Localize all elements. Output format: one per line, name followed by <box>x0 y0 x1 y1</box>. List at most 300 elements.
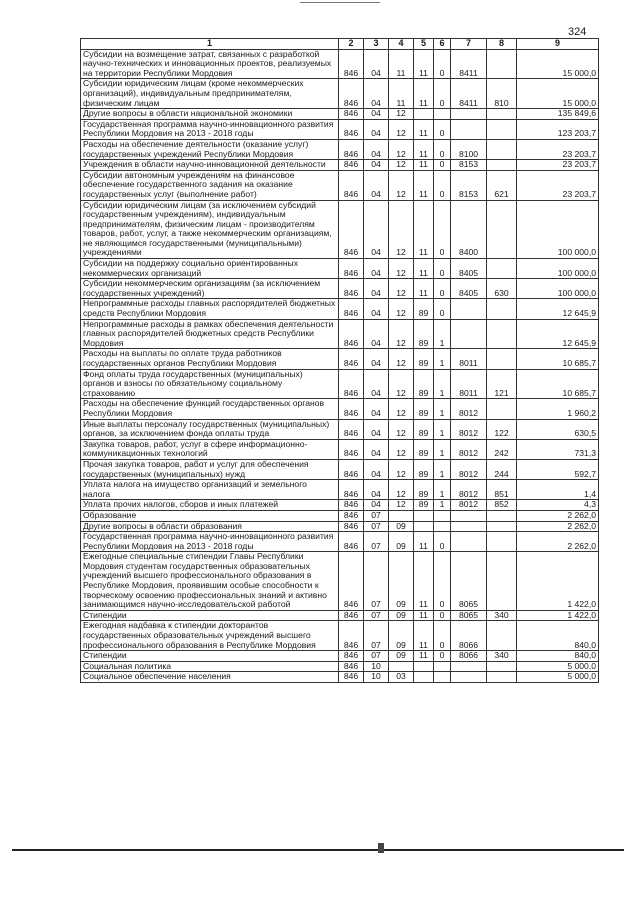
vr-code-cell <box>487 299 517 319</box>
pr-code-cell: 12 <box>389 459 414 479</box>
cs-program-cell: 11 <box>414 200 434 259</box>
column-header: 5 <box>414 39 434 50</box>
pr-code-cell: 12 <box>389 109 414 120</box>
rz-code-cell: 04 <box>364 439 389 459</box>
column-header: 1 <box>81 39 339 50</box>
gr-code-cell: 846 <box>339 259 364 279</box>
column-header: 9 <box>517 39 599 50</box>
cs-article-cell: 8066 <box>451 651 487 662</box>
expense-name-cell: Другие вопросы в области национальной экономики <box>81 109 339 120</box>
cs-subprogram-cell: 0 <box>434 139 451 159</box>
vr-code-cell <box>487 200 517 259</box>
expense-name-cell: Непрограммные расходы главных распорядителей бюджетных средств Республики Мордовия <box>81 299 339 319</box>
amount-cell: 592,7 <box>517 459 599 479</box>
gr-code-cell: 846 <box>339 279 364 299</box>
table-row <box>81 160 599 171</box>
vr-code-cell <box>487 672 517 683</box>
pr-code-cell: 12 <box>389 369 414 399</box>
expense-name-cell: Прочая закупка товаров, работ и услуг для обеспечения государственных (муниципальных) нужд <box>81 459 339 479</box>
page-number: 324 <box>568 26 587 38</box>
cs-article-cell <box>451 119 487 139</box>
bottom-rule <box>12 849 624 851</box>
table-row <box>81 139 599 159</box>
cs-article-cell <box>451 299 487 319</box>
gr-code-cell: 846 <box>339 459 364 479</box>
pr-code-cell: 12 <box>389 119 414 139</box>
cs-article-cell: 8011 <box>451 349 487 369</box>
rz-code-cell: 04 <box>364 459 389 479</box>
cs-program-cell <box>414 672 434 683</box>
cs-program-cell <box>414 661 434 672</box>
rz-code-cell: 04 <box>364 399 389 419</box>
cs-program-cell: 11 <box>414 532 434 552</box>
expense-name-cell: Субсидии автономным учреждениям на финансовое обеспечение государственного задания на оказание государственных услуг (выполнение работ) <box>81 170 339 200</box>
gr-code-cell: 846 <box>339 119 364 139</box>
rz-code-cell: 04 <box>364 319 389 349</box>
column-header: 4 <box>389 39 414 50</box>
gr-code-cell: 846 <box>339 139 364 159</box>
table-row <box>81 369 599 399</box>
column-header: 8 <box>487 39 517 50</box>
scan-artifact <box>378 843 384 853</box>
cs-article-cell: 8012 <box>451 399 487 419</box>
pr-code-cell: 12 <box>389 419 414 439</box>
expense-name-cell: Социальное обеспечение населения <box>81 672 339 683</box>
vr-code-cell <box>487 661 517 672</box>
cs-program-cell: 11 <box>414 259 434 279</box>
rz-code-cell: 07 <box>364 552 389 611</box>
vr-code-cell: 621 <box>487 170 517 200</box>
vr-code-cell <box>487 510 517 521</box>
cs-article-cell: 8012 <box>451 500 487 511</box>
cs-article-cell: 8065 <box>451 610 487 621</box>
cs-subprogram-cell: 1 <box>434 500 451 511</box>
cs-article-cell: 8011 <box>451 369 487 399</box>
table-row <box>81 170 599 200</box>
cs-subprogram-cell: 1 <box>434 369 451 399</box>
column-header: 2 <box>339 39 364 50</box>
gr-code-cell: 846 <box>339 49 364 79</box>
expense-name-cell: Расходы на выплаты по оплате труда работников государственных органов Республики Мордовия <box>81 349 339 369</box>
table-body <box>81 49 599 682</box>
expense-name-cell: Уплата прочих налогов, сборов и иных платежей <box>81 500 339 511</box>
cs-program-cell <box>414 510 434 521</box>
amount-cell: 1 422,0 <box>517 552 599 611</box>
pr-code-cell: 09 <box>389 651 414 662</box>
amount-cell: 2 262,0 <box>517 510 599 521</box>
table-row <box>81 510 599 521</box>
rz-code-cell: 04 <box>364 259 389 279</box>
amount-cell: 100 000,0 <box>517 279 599 299</box>
gr-code-cell: 846 <box>339 369 364 399</box>
rz-code-cell: 07 <box>364 532 389 552</box>
pr-code-cell: 09 <box>389 610 414 621</box>
cs-program-cell: 89 <box>414 299 434 319</box>
gr-code-cell: 846 <box>339 399 364 419</box>
cs-subprogram-cell: 0 <box>434 621 451 651</box>
rz-code-cell: 04 <box>364 419 389 439</box>
gr-code-cell: 846 <box>339 661 364 672</box>
pr-code-cell: 09 <box>389 552 414 611</box>
table-row <box>81 319 599 349</box>
pr-code-cell: 12 <box>389 319 414 349</box>
expense-name-cell: Уплата налога на имущество организаций и земельного налога <box>81 480 339 500</box>
amount-cell: 840,0 <box>517 621 599 651</box>
amount-cell: 5 000,0 <box>517 672 599 683</box>
pr-code-cell: 12 <box>389 139 414 159</box>
amount-cell: 1,4 <box>517 480 599 500</box>
gr-code-cell: 846 <box>339 480 364 500</box>
table-row <box>81 299 599 319</box>
vr-code-cell: 852 <box>487 500 517 511</box>
table-row <box>81 349 599 369</box>
amount-cell: 15 000,0 <box>517 49 599 79</box>
vr-code-cell <box>487 259 517 279</box>
amount-cell: 12 645,9 <box>517 319 599 349</box>
gr-code-cell: 846 <box>339 200 364 259</box>
vr-code-cell <box>487 521 517 532</box>
amount-cell: 15 000,0 <box>517 79 599 109</box>
header-row <box>81 39 599 50</box>
pr-code-cell: 12 <box>389 200 414 259</box>
cs-subprogram-cell: 0 <box>434 279 451 299</box>
cs-article-cell <box>451 532 487 552</box>
table-row <box>81 279 599 299</box>
amount-cell: 731,3 <box>517 439 599 459</box>
expense-name-cell: Ежегодная надбавка к стипендии докторантов государственных образовательных учреждений высшего профессионального образования в Республике Мордовия <box>81 621 339 651</box>
cs-subprogram-cell: 1 <box>434 459 451 479</box>
gr-code-cell: 846 <box>339 532 364 552</box>
table-row <box>81 672 599 683</box>
cs-subprogram-cell: 0 <box>434 610 451 621</box>
vr-code-cell: 810 <box>487 79 517 109</box>
table-row <box>81 259 599 279</box>
table-row <box>81 621 599 651</box>
expense-name-cell: Непрограммные расходы в рамках обеспечения деятельности главных распорядителей бюджетных средств Республики Мордовия <box>81 319 339 349</box>
cs-program-cell: 11 <box>414 170 434 200</box>
cs-article-cell <box>451 510 487 521</box>
vr-code-cell <box>487 621 517 651</box>
amount-cell: 23 203,7 <box>517 160 599 171</box>
cs-program-cell: 89 <box>414 399 434 419</box>
rz-code-cell: 04 <box>364 170 389 200</box>
gr-code-cell: 846 <box>339 299 364 319</box>
rz-code-cell: 04 <box>364 349 389 369</box>
cs-article-cell: 8405 <box>451 259 487 279</box>
amount-cell: 1 422,0 <box>517 610 599 621</box>
cs-program-cell: 11 <box>414 610 434 621</box>
cs-article-cell: 8400 <box>451 200 487 259</box>
amount-cell: 100 000,0 <box>517 259 599 279</box>
cs-subprogram-cell: 1 <box>434 439 451 459</box>
cs-subprogram-cell <box>434 521 451 532</box>
pr-code-cell: 03 <box>389 672 414 683</box>
rz-code-cell: 07 <box>364 510 389 521</box>
scan-artifact <box>300 2 380 9</box>
vr-code-cell: 122 <box>487 419 517 439</box>
expense-name-cell: Учреждения в области научно-инновационной деятельности <box>81 160 339 171</box>
cs-article-cell <box>451 661 487 672</box>
expense-name-cell: Субсидии юридическим лицам (кроме некоммерческих организаций), индивидуальным предпринимателям, физическим лицам <box>81 79 339 109</box>
pr-code-cell: 09 <box>389 532 414 552</box>
cs-article-cell: 8065 <box>451 552 487 611</box>
pr-code-cell: 11 <box>389 49 414 79</box>
vr-code-cell: 340 <box>487 651 517 662</box>
expense-name-cell: Субсидии некоммерческим организациям (за исключением государственных учреждений) <box>81 279 339 299</box>
cs-subprogram-cell: 0 <box>434 119 451 139</box>
table-row <box>81 610 599 621</box>
pr-code-cell: 12 <box>389 349 414 369</box>
table-row <box>81 500 599 511</box>
table-row <box>81 661 599 672</box>
amount-cell: 10 685,7 <box>517 369 599 399</box>
pr-code-cell <box>389 661 414 672</box>
rz-code-cell: 04 <box>364 49 389 79</box>
pr-code-cell: 09 <box>389 521 414 532</box>
vr-code-cell <box>487 349 517 369</box>
cs-program-cell <box>414 521 434 532</box>
cs-subprogram-cell: 1 <box>434 419 451 439</box>
cs-subprogram-cell <box>434 109 451 120</box>
vr-code-cell <box>487 319 517 349</box>
cs-article-cell: 8411 <box>451 79 487 109</box>
cs-article-cell: 8153 <box>451 170 487 200</box>
expense-name-cell: Субсидии юридическим лицам (за исключением субсидий государственным учреждениям), индивидуальным предпринимателям, физическим лицам - производителям товаров, работ, услуг, а также некоммерческим организациям, не являющимся государственными (муниципальными) учреждениями <box>81 200 339 259</box>
rz-code-cell: 07 <box>364 610 389 621</box>
gr-code-cell: 846 <box>339 79 364 109</box>
cs-article-cell <box>451 319 487 349</box>
vr-code-cell <box>487 109 517 120</box>
cs-program-cell: 89 <box>414 349 434 369</box>
cs-program-cell <box>414 109 434 120</box>
amount-cell: 100 000,0 <box>517 200 599 259</box>
cs-subprogram-cell: 0 <box>434 552 451 611</box>
pr-code-cell: 12 <box>389 160 414 171</box>
rz-code-cell: 04 <box>364 160 389 171</box>
rz-code-cell: 04 <box>364 480 389 500</box>
cs-article-cell <box>451 672 487 683</box>
cs-program-cell: 89 <box>414 319 434 349</box>
vr-code-cell <box>487 119 517 139</box>
cs-subprogram-cell: 1 <box>434 349 451 369</box>
cs-program-cell: 11 <box>414 49 434 79</box>
gr-code-cell: 846 <box>339 651 364 662</box>
table-row <box>81 439 599 459</box>
table-row <box>81 109 599 120</box>
vr-code-cell: 244 <box>487 459 517 479</box>
pr-code-cell: 12 <box>389 439 414 459</box>
rz-code-cell: 04 <box>364 119 389 139</box>
column-header: 7 <box>451 39 487 50</box>
gr-code-cell: 846 <box>339 500 364 511</box>
expense-name-cell: Закупка товаров, работ, услуг в сфере информационно-коммуникационных технологий <box>81 439 339 459</box>
table-row <box>81 399 599 419</box>
amount-cell: 135 849,6 <box>517 109 599 120</box>
pr-code-cell: 12 <box>389 259 414 279</box>
vr-code-cell <box>487 139 517 159</box>
cs-article-cell: 8012 <box>451 439 487 459</box>
vr-code-cell: 242 <box>487 439 517 459</box>
cs-article-cell: 8066 <box>451 621 487 651</box>
vr-code-cell: 630 <box>487 279 517 299</box>
cs-subprogram-cell: 0 <box>434 160 451 171</box>
pr-code-cell: 12 <box>389 500 414 511</box>
cs-subprogram-cell: 0 <box>434 49 451 79</box>
column-header: 6 <box>434 39 451 50</box>
cs-article-cell: 8012 <box>451 419 487 439</box>
table-row <box>81 651 599 662</box>
cs-program-cell: 11 <box>414 139 434 159</box>
cs-subprogram-cell: 0 <box>434 532 451 552</box>
rz-code-cell: 04 <box>364 109 389 120</box>
table-row <box>81 459 599 479</box>
rz-code-cell: 07 <box>364 651 389 662</box>
cs-article-cell: 8153 <box>451 160 487 171</box>
amount-cell: 1 960,2 <box>517 399 599 419</box>
cs-subprogram-cell: 0 <box>434 200 451 259</box>
amount-cell: 23 203,7 <box>517 139 599 159</box>
gr-code-cell: 846 <box>339 521 364 532</box>
cs-article-cell <box>451 109 487 120</box>
rz-code-cell: 04 <box>364 299 389 319</box>
column-header: 3 <box>364 39 389 50</box>
rz-code-cell: 04 <box>364 500 389 511</box>
cs-subprogram-cell: 0 <box>434 79 451 109</box>
cs-subprogram-cell: 0 <box>434 299 451 319</box>
vr-code-cell: 851 <box>487 480 517 500</box>
table-row <box>81 552 599 611</box>
cs-program-cell: 11 <box>414 160 434 171</box>
rz-code-cell: 04 <box>364 369 389 399</box>
cs-program-cell: 11 <box>414 119 434 139</box>
vr-code-cell: 340 <box>487 610 517 621</box>
vr-code-cell <box>487 552 517 611</box>
gr-code-cell: 846 <box>339 349 364 369</box>
cs-article-cell: 8411 <box>451 49 487 79</box>
cs-program-cell: 89 <box>414 459 434 479</box>
table-row <box>81 521 599 532</box>
cs-program-cell: 11 <box>414 552 434 611</box>
cs-program-cell: 89 <box>414 439 434 459</box>
gr-code-cell: 846 <box>339 170 364 200</box>
cs-article-cell <box>451 521 487 532</box>
rz-code-cell: 04 <box>364 79 389 109</box>
amount-cell: 840,0 <box>517 651 599 662</box>
cs-program-cell: 89 <box>414 369 434 399</box>
expense-name-cell: Стипендии <box>81 610 339 621</box>
cs-article-cell: 8012 <box>451 459 487 479</box>
amount-cell: 123 203,7 <box>517 119 599 139</box>
cs-article-cell: 8012 <box>451 480 487 500</box>
pr-code-cell: 09 <box>389 621 414 651</box>
rz-code-cell: 10 <box>364 672 389 683</box>
gr-code-cell: 846 <box>339 319 364 349</box>
vr-code-cell <box>487 49 517 79</box>
amount-cell: 12 645,9 <box>517 299 599 319</box>
pr-code-cell: 12 <box>389 399 414 419</box>
expense-name-cell: Ежегодные специальные стипендии Главы Республики Мордовия студентам государственных образовательных учреждений высшего профессионального образования в Республике Мордовия, проявившим особые способности к творческому освоению профессиональных знаний и активно занимающимся научно-исследовательской работой <box>81 552 339 611</box>
vr-code-cell <box>487 160 517 171</box>
cs-program-cell: 11 <box>414 79 434 109</box>
rz-code-cell: 10 <box>364 661 389 672</box>
table-row <box>81 79 599 109</box>
pr-code-cell: 12 <box>389 170 414 200</box>
cs-subprogram-cell: 1 <box>434 480 451 500</box>
cs-subprogram-cell: 1 <box>434 399 451 419</box>
gr-code-cell: 846 <box>339 510 364 521</box>
cs-subprogram-cell <box>434 672 451 683</box>
cs-subprogram-cell: 0 <box>434 170 451 200</box>
cs-program-cell: 89 <box>414 500 434 511</box>
table-row <box>81 119 599 139</box>
cs-article-cell: 8405 <box>451 279 487 299</box>
cs-subprogram-cell: 0 <box>434 259 451 279</box>
gr-code-cell: 846 <box>339 672 364 683</box>
table-row <box>81 532 599 552</box>
expense-name-cell: Государственная программа научно-инновационного развития Республики Мордовия на 2013 - 2018 годы <box>81 119 339 139</box>
amount-cell: 2 262,0 <box>517 521 599 532</box>
amount-cell: 10 685,7 <box>517 349 599 369</box>
vr-code-cell <box>487 399 517 419</box>
cs-subprogram-cell: 1 <box>434 319 451 349</box>
cs-article-cell: 8100 <box>451 139 487 159</box>
cs-program-cell: 89 <box>414 480 434 500</box>
pr-code-cell: 12 <box>389 299 414 319</box>
gr-code-cell: 846 <box>339 160 364 171</box>
amount-cell: 4,3 <box>517 500 599 511</box>
cs-program-cell: 11 <box>414 279 434 299</box>
rz-code-cell: 04 <box>364 139 389 159</box>
amount-cell: 630,5 <box>517 419 599 439</box>
gr-code-cell: 846 <box>339 610 364 621</box>
rz-code-cell: 07 <box>364 521 389 532</box>
vr-code-cell <box>487 532 517 552</box>
rz-code-cell: 04 <box>364 200 389 259</box>
pr-code-cell: 12 <box>389 279 414 299</box>
expense-name-cell: Социальная политика <box>81 661 339 672</box>
gr-code-cell: 846 <box>339 552 364 611</box>
cs-program-cell: 89 <box>414 419 434 439</box>
expense-name-cell: Субсидии на возмещение затрат, связанных с разработкой научно-технических и инновационных проектов, реализуемых на территории Республики Мордовия <box>81 49 339 79</box>
pr-code-cell <box>389 510 414 521</box>
cs-subprogram-cell: 0 <box>434 651 451 662</box>
gr-code-cell: 846 <box>339 419 364 439</box>
amount-cell: 2 262,0 <box>517 532 599 552</box>
pr-code-cell: 11 <box>389 79 414 109</box>
cs-subprogram-cell <box>434 661 451 672</box>
amount-cell: 5 000,0 <box>517 661 599 672</box>
expense-name-cell: Стипендии <box>81 651 339 662</box>
table-row <box>81 49 599 79</box>
expense-name-cell: Государственная программа научно-инновационного развития Республики Мордовия на 2013 - 2018 годы <box>81 532 339 552</box>
table-row <box>81 419 599 439</box>
gr-code-cell: 846 <box>339 621 364 651</box>
pr-code-cell: 12 <box>389 480 414 500</box>
expense-name-cell: Образование <box>81 510 339 521</box>
expense-name-cell: Фонд оплаты труда государственных (муниципальных) органов и взносы по обязательному социальному страхованию <box>81 369 339 399</box>
amount-cell: 23 203,7 <box>517 170 599 200</box>
gr-code-cell: 846 <box>339 439 364 459</box>
expense-name-cell: Иные выплаты персоналу государственных (муниципальных) органов, за исключением фонда оплаты труда <box>81 419 339 439</box>
expense-name-cell: Расходы на обеспечение функций государственных органов Республики Мордовия <box>81 399 339 419</box>
cs-program-cell: 11 <box>414 621 434 651</box>
gr-code-cell: 846 <box>339 109 364 120</box>
vr-code-cell: 121 <box>487 369 517 399</box>
table-row <box>81 200 599 259</box>
expense-name-cell: Субсидии на поддержку социально ориентированных некоммерческих организаций <box>81 259 339 279</box>
table-row <box>81 480 599 500</box>
cs-subprogram-cell <box>434 510 451 521</box>
